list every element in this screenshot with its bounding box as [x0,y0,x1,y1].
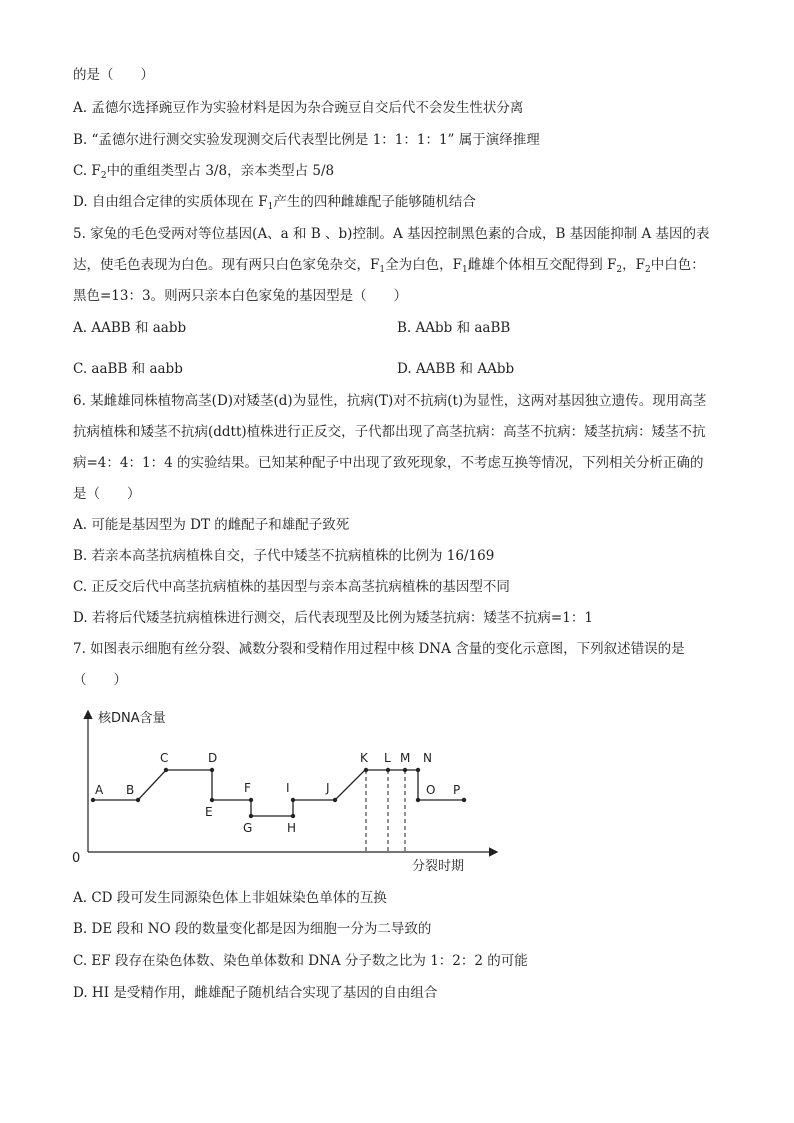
dna-content-diagram [60,700,510,880]
q5-stem-line2: 达，使毛色表现为白色。现有两只白色家兔杂交，$F_1$全为白色，$F_1$雌雄个体相互交配得到 $F_2$，$F_2$中白色： [73,257,705,275]
q5-stem-line3: 黑色=13：3。则两只亲本白色家兔的基因型是（ ） [73,288,408,304]
q4-option-b[interactable]: B. “孟德尔进行测交实验发现测交后代表型比例是 1：1：1：1” 属于演绎推理 [73,132,540,148]
q5-option-c[interactable]: C. aaBB 和 aabb [73,361,183,377]
origin-label: 0 [72,851,81,866]
label-a: A [95,783,104,797]
label-m: M [400,751,411,765]
label-g: G [243,821,253,835]
q4-option-c[interactable]: C. $F_2$中的重组类型占 3/8，亲本类型占 5/8 [73,163,335,181]
point-o [416,798,420,802]
point-i [291,798,295,802]
q7-option-a[interactable]: A. CD 段可发生同源染色体上非姐妹染色单体的互换 [73,890,387,906]
q6-option-b[interactable]: B. 若亲本高茎抗病植株自交，子代中矮茎不抗病植株的比例为 16/169 [73,548,495,564]
q4-option-d[interactable]: D. 自由组合定律的实质体现在 $F_1$产生的四种雌雄配子能够随机结合 [73,194,476,212]
point-p [462,798,466,802]
label-p: P [453,783,461,797]
x-axis-label: 分裂时期 [412,859,465,874]
q6-stem-line3: 病=4：4：1：4 的实验结果。已知某种配子中出现了致死现象，不考虑互换等情况，下列相关分析正确的 [73,455,704,471]
label-n: N [423,751,432,765]
point-h [291,814,295,818]
q7-option-b[interactable]: B. DE 段和 NO 段的数量变化都是因为细胞一分为二导致的 [73,921,432,937]
label-h: H [287,821,297,835]
q5-stem-line1: 5. 家兔的毛色受两对等位基因(A、a 和 B 、b)控制。A 基因控制黑色素的合成，B 基因能抑制 A 基因的表 [73,226,710,242]
label-j: J [326,781,330,795]
q6-stem-line4: 是（ ） [73,486,141,502]
label-d: D [208,751,218,765]
q5-option-a[interactable]: A. AABB 和 aabb [73,320,187,336]
point-c [164,768,168,772]
q5-option-b[interactable]: B. AAbb 和 aaBB [397,320,511,336]
point-j [333,798,337,802]
point-g [249,814,253,818]
q6-stem-line1: 6. 某雌雄同株植物高茎(D)对矮茎(d)为显性，抗病(T)对不抗病(t)为显性，这两对基因独立遗传。现用高茎 [73,393,707,409]
q7-stem-line1: 7. 如图表示细胞有丝分裂、减数分裂和受精作用过程中核 DNA 含量的变化示意图，下列叙述错误的是 [73,641,685,657]
point-e [210,798,214,802]
q6-option-a[interactable]: A. 可能是基因型为 DT 的雌配子和雄配子致死 [73,517,350,533]
q4-option-a[interactable]: A. 孟德尔选择豌豆作为实验材料是因为杂合豌豆自交后代不会发生性状分离 [73,100,524,116]
point-d [210,768,214,772]
y-axis-label: 核DNA含量 [98,711,166,726]
q5-option-d[interactable]: D. AABB 和 AAbb [397,361,515,377]
point-f [249,798,253,802]
label-f: F [244,781,251,795]
point-k [364,768,368,772]
q7-option-d[interactable]: D. HI 是受精作用，雌雄配子随机结合实现了基因的自由组合 [73,985,438,1001]
label-e: E [205,805,213,819]
q6-option-d[interactable]: D. 若将后代矮茎抗病植株进行测交，后代表现型及比例为矮茎抗病：矮茎不抗病=1：1 [73,610,593,626]
q7-option-c[interactable]: C. EF 段存在染色体数、染色单体数和 DNA 分子数之比为 1：2：2 的可能 [73,953,528,969]
dna-curve [93,770,464,816]
q6-stem-line2: 抗病植株和矮茎不抗病(ddtt)植株进行正反交，子代都出现了高茎抗病：高茎不抗病：矮茎抗病：矮茎不抗 [73,424,706,440]
q7-stem-line2: （ ） [73,672,127,688]
point-a [91,798,95,802]
label-i: I [286,781,290,795]
q4-stem-end: 的是（ ） [73,67,154,83]
point-m [403,768,407,772]
label-k: K [360,751,368,765]
point-b [136,798,140,802]
label-c: C [160,751,169,765]
label-o: O [426,783,436,797]
point-l [386,768,390,772]
label-l: L [384,751,391,765]
point-n [416,768,420,772]
label-b: B [126,783,135,797]
q6-option-c[interactable]: C. 正反交后代中高茎抗病植株的基因型与亲本高茎抗病植株的基因型不同 [73,579,510,595]
